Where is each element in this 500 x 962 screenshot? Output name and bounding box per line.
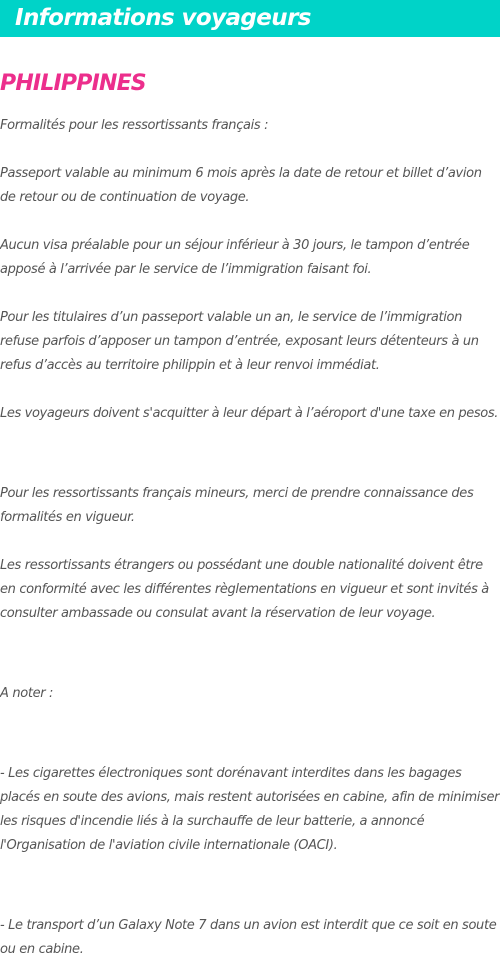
paragraph-note-label: A noter : (0, 686, 54, 701)
paragraph-one-year-passport: Pour les titulaires d’un passeport valable un an, le service de l’immigration refuse parfois d’apposer un tampon d’entrée, exposant leurs détenteurs à un refus d’accès au territoire philippin et à leur renvoi immédiat. (0, 310, 479, 373)
paragraph-minors: Pour les ressortissants français mineurs, merci de prendre connaissance des formalités en vigueur. (0, 486, 474, 525)
page-title: Informations voyageurs (15, 5, 311, 31)
paragraph-foreign-nationals: Les ressortissants étrangers ou possédant une double nationalité doivent être en conformité avec les différentes règlementations en vigueur et sont invités à consulter ambassade ou consulat avant la réservation de leur voyage. (0, 558, 489, 621)
paragraph-passport: Passeport valable au minimum 6 mois après la date de retour et billet d’avion de retour ou de continuation de voyage. (0, 166, 482, 205)
country-heading: PHILIPPINES (0, 71, 146, 96)
paragraph-visa: Aucun visa préalable pour un séjour inférieur à 30 jours, le tampon d’entrée apposé à l’arrivée par le service de l’immigration faisant foi. (0, 238, 470, 277)
paragraph-galaxy-note: - Le transport d’un Galaxy Note 7 dans un avion est interdit que ce soit en soute ou en cabine. (0, 918, 497, 957)
paragraph-departure-tax: Les voyageurs doivent s'acquitter à leur départ à l’aéroport d'une taxe en pesos. (0, 406, 498, 421)
header-bar (0, 0, 500, 37)
paragraph-e-cigarettes: - Les cigarettes électroniques sont dorénavant interdites dans les bagages placés en soute des avions, mais restent autorisées en cabine, afin de minimiser les risques d'incendie liés à la surchauffe de leur batterie, a annoncé l'Organisation de l'aviation civile internationale (OACI). (0, 766, 500, 853)
paragraph-formalities-intro: Formalités pour les ressortissants français : (0, 118, 269, 133)
